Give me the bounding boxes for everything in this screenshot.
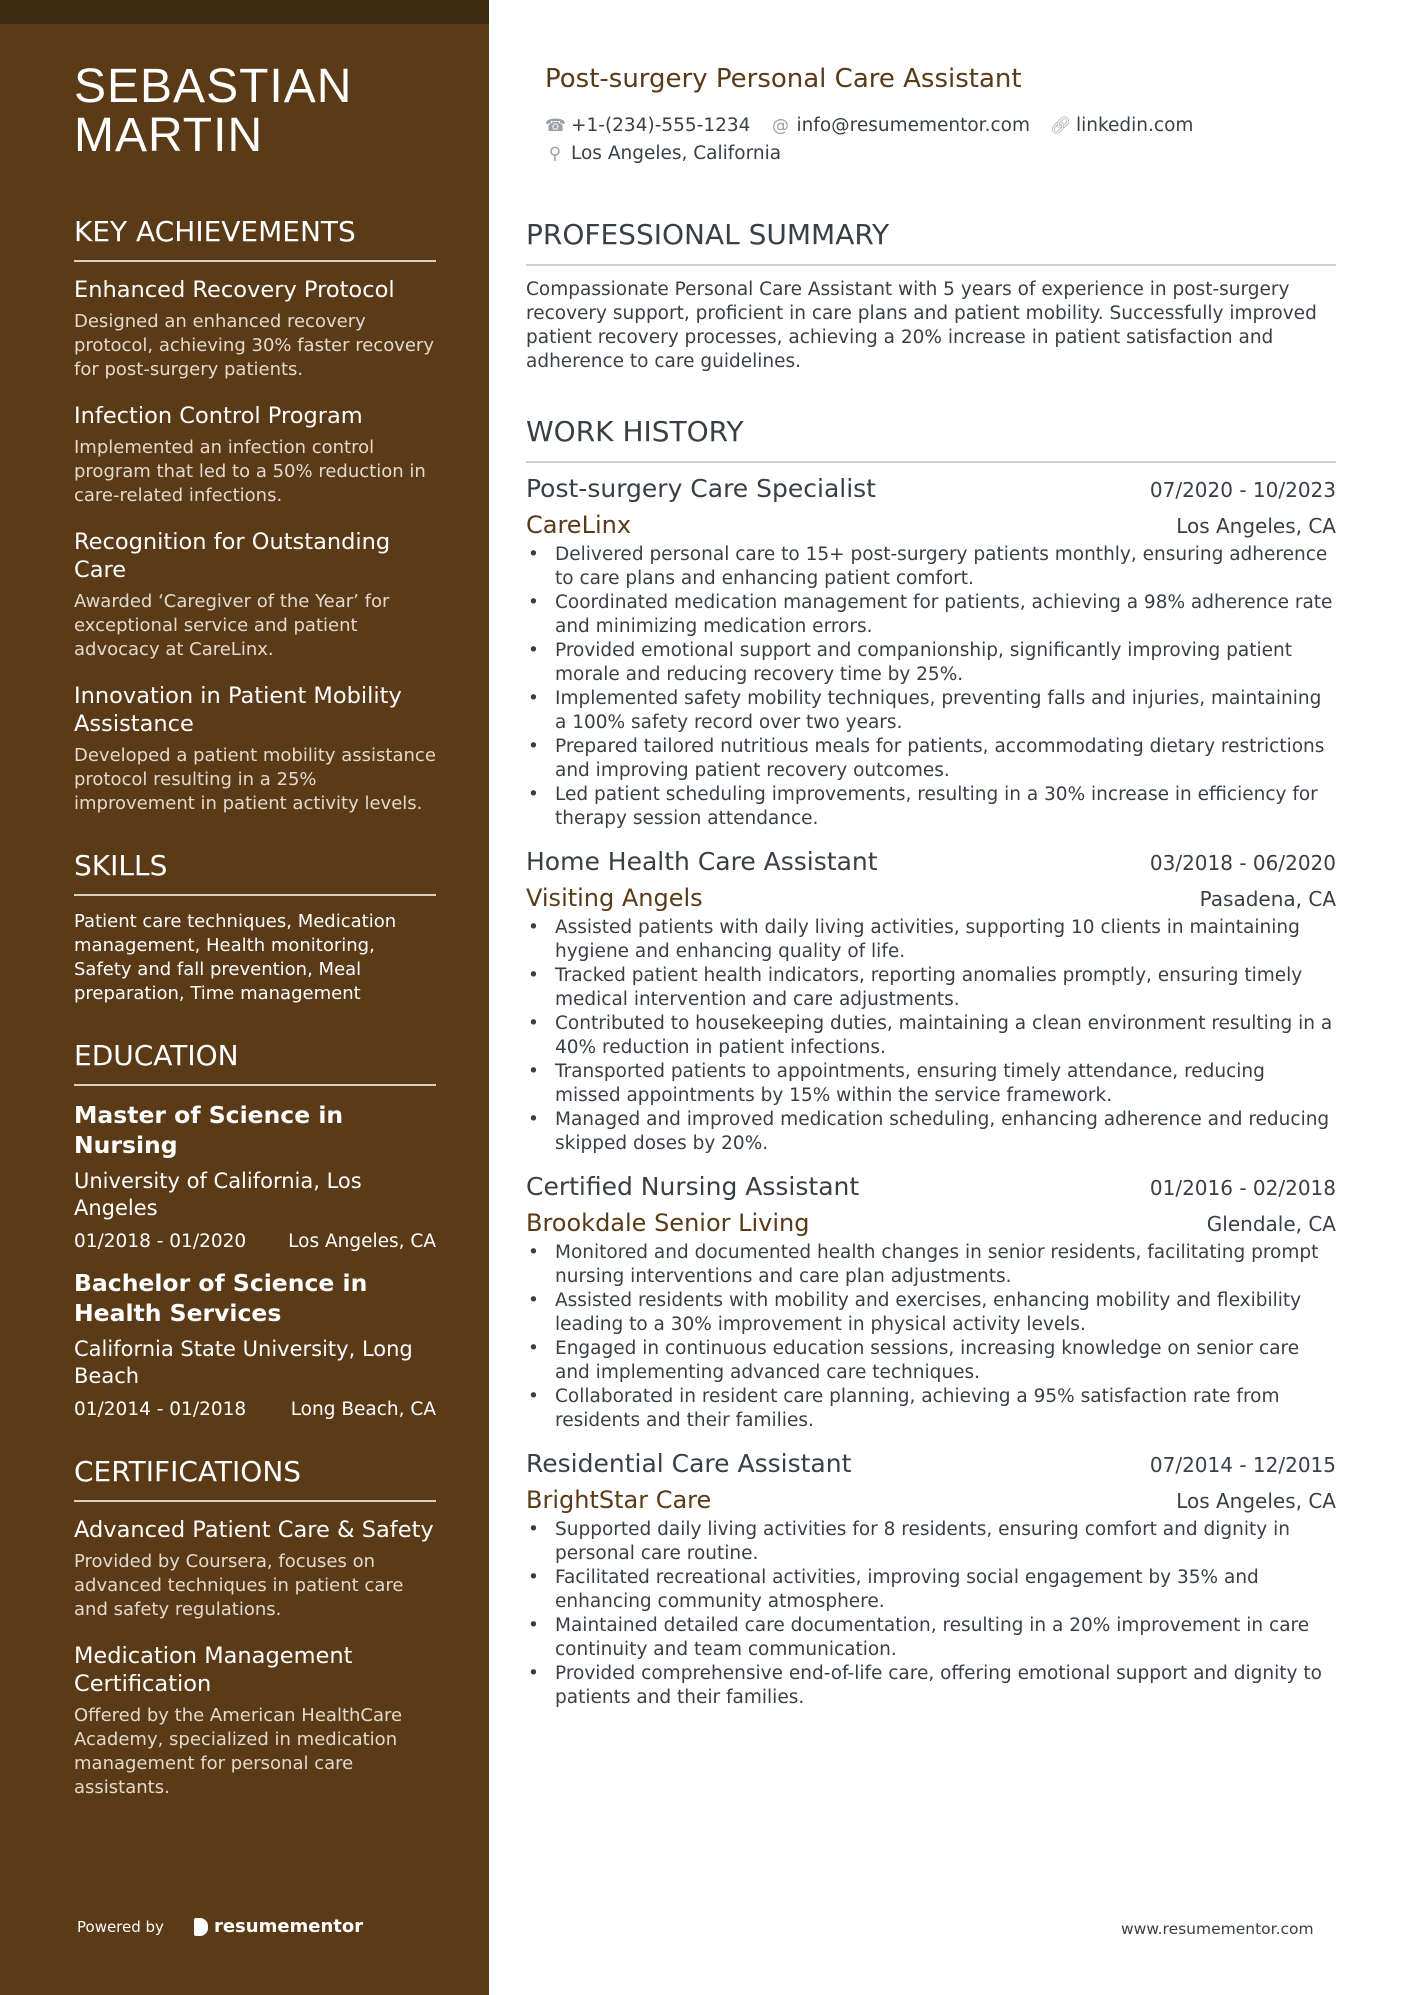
job-bullet: • Provided comprehensive end-of-life care, offering emotional support and dignity to patients and their families. xyxy=(526,1662,1336,1710)
education-degree: Bachelor of Science in Health Services xyxy=(74,1269,368,1327)
powered-by-label: Powered by xyxy=(77,1917,164,1936)
education-dates: 01/2018 - 01/2020 xyxy=(74,1231,247,1252)
job-bullet: • Transported patients to appointments, ensuring timely attendance, reducing missed appointments by 15% within the service framework. xyxy=(526,1060,1336,1108)
section-heading: SKILLS xyxy=(74,850,436,896)
certification-item xyxy=(74,1642,436,1800)
achievement-title: Infection Control Program xyxy=(74,403,363,429)
skills-section xyxy=(74,850,436,1006)
job-bullet: • Facilitated recreational activities, improving social engagement by 35% and enhancing community atmosphere. xyxy=(526,1566,1336,1614)
contact-location xyxy=(545,140,781,168)
job-bullet: • Contributed to housekeeping duties, maintaining a clean environment resulting in a 40% reduction in patient infections. xyxy=(526,1012,1336,1060)
job-dates: 07/2014 - 12/2015 xyxy=(1149,1453,1336,1477)
job-location: Los Angeles, CA xyxy=(1176,514,1336,538)
sidebar xyxy=(0,0,489,1995)
contact-email[interactable] xyxy=(770,112,1030,140)
job-location: Glendale, CA xyxy=(1206,1212,1336,1236)
sidebar-top-strip xyxy=(0,0,489,24)
achievement-item xyxy=(74,682,436,816)
skills-list: Patient care techniques, Medication management, Health monitoring, Safety and fall prevention, Meal preparation, Time management xyxy=(74,911,397,1004)
education-school: University of California, Los Angeles xyxy=(74,1169,362,1220)
education-school: California State University, Long Beach xyxy=(74,1337,413,1388)
job-company: Visiting Angels xyxy=(526,884,703,912)
location-text: Los Angeles, California xyxy=(571,143,782,164)
certification-title: Advanced Patient Care & Safety xyxy=(74,1517,434,1543)
at-sign-icon: @ xyxy=(771,116,789,136)
achievement-item xyxy=(74,528,436,662)
linkedin-text: linkedin.com xyxy=(1075,115,1194,136)
job-bullet: • Maintained detailed care documentation, resulting in a 20% improvement in care continuity and team communication. xyxy=(526,1614,1336,1662)
job-headline: Post-surgery Personal Care Assistant xyxy=(545,64,1022,94)
brand-logo[interactable] xyxy=(194,1916,363,1937)
achievement-item xyxy=(74,276,436,382)
job-entry xyxy=(526,1170,1336,1433)
job-bullet: • Implemented safety mobility techniques, preventing falls and injuries, maintaining a 100% safety record over two years. xyxy=(526,687,1336,735)
job-title: Residential Care Assistant xyxy=(526,1449,852,1478)
summary-heading: PROFESSIONAL SUMMARY xyxy=(526,218,1336,266)
job-bullet: • Managed and improved medication scheduling, enhancing adherence and reducing skipped doses by 20%. xyxy=(526,1108,1336,1156)
job-bullet: • Coordinated medication management for patients, achieving a 98% adherence rate and minimizing medication errors. xyxy=(526,591,1336,639)
achievement-title: Recognition for Outstanding Care xyxy=(74,529,391,583)
job-dates: 07/2020 - 10/2023 xyxy=(1149,478,1336,502)
job-bullet: • Collaborated in resident care planning, achieving a 95% satisfaction rate from residents and their families. xyxy=(526,1385,1336,1433)
key-achievements-section xyxy=(74,216,436,816)
job-entry xyxy=(526,845,1336,1156)
education-section xyxy=(74,1040,436,1422)
job-title: Home Health Care Assistant xyxy=(526,847,878,876)
achievement-item xyxy=(74,402,436,508)
job-bullet: • Tracked patient health indicators, reporting anomalies promptly, ensuring timely medical intervention and care adjustments. xyxy=(526,964,1336,1012)
job-bullets xyxy=(526,1241,1336,1433)
work-history-list xyxy=(526,472,1336,1724)
phone-text: +1-(234)-555-1234 xyxy=(571,115,751,136)
contact-linkedin[interactable] xyxy=(1050,112,1193,140)
job-company: CareLinx xyxy=(526,511,632,539)
job-company: BrightStar Care xyxy=(526,1486,712,1514)
certification-description: Provided by Coursera, focuses on advanced techniques in patient care and safety regulations. xyxy=(74,1551,404,1620)
footer-website-link[interactable]: www.resumementor.com xyxy=(1121,1920,1314,1938)
job-bullet: • Engaged in continuous education sessions, increasing knowledge on senior care and implementing advanced care techniques. xyxy=(526,1337,1336,1385)
job-bullet: • Led patient scheduling improvements, resulting in a 30% increase in efficiency for therapy session attendance. xyxy=(526,783,1336,831)
certifications-section xyxy=(74,1456,436,1800)
job-bullet: • Assisted patients with daily living activities, supporting 10 clients in maintaining hygiene and enhancing quality of life. xyxy=(526,916,1336,964)
education-item xyxy=(74,1268,436,1422)
education-item xyxy=(74,1100,436,1254)
job-title: Post-surgery Care Specialist xyxy=(526,474,876,503)
name-line-last: MARTIN xyxy=(74,109,264,162)
achievement-description: Designed an enhanced recovery protocol, achieving 30% faster recovery for post-surgery patients. xyxy=(74,311,434,380)
education-location: Los Angeles, CA xyxy=(288,1231,436,1252)
brand-name: resumementor xyxy=(213,1916,364,1937)
contact-phone[interactable] xyxy=(545,112,750,140)
job-entry xyxy=(526,472,1336,831)
job-bullets xyxy=(526,916,1336,1156)
email-text: info@resumementor.com xyxy=(796,115,1030,136)
certification-item xyxy=(74,1516,436,1622)
candidate-name xyxy=(74,62,436,160)
certification-title: Medication Management Certification xyxy=(74,1643,353,1697)
job-bullet: • Monitored and documented health changes in senior residents, facilitating prompt nursing interventions and care plan adjustments. xyxy=(526,1241,1336,1289)
job-dates: 01/2016 - 02/2018 xyxy=(1149,1176,1336,1200)
job-location: Los Angeles, CA xyxy=(1176,1489,1336,1513)
job-bullet: • Prepared tailored nutritious meals for patients, accommodating dietary restrictions and improving patient recovery outcomes. xyxy=(526,735,1336,783)
name-line-first: SEBASTIAN xyxy=(74,60,353,113)
brand-mark-icon xyxy=(194,1918,208,1936)
education-degree: Master of Science in Nursing xyxy=(74,1101,344,1159)
achievement-title: Enhanced Recovery Protocol xyxy=(74,277,395,303)
job-title: Certified Nursing Assistant xyxy=(526,1172,860,1201)
job-entry xyxy=(526,1447,1336,1710)
achievement-title: Innovation in Patient Mobility Assistance xyxy=(74,683,402,737)
achievement-description: Implemented an infection control program that led to a 50% reduction in care-related infections. xyxy=(74,437,426,506)
job-bullets xyxy=(526,543,1336,831)
achievement-description: Developed a patient mobility assistance protocol resulting in a 25% improvement in patient activity levels. xyxy=(74,745,436,814)
education-dates: 01/2014 - 01/2018 xyxy=(74,1399,247,1420)
job-bullet: • Provided emotional support and companionship, significantly improving patient morale and reducing recovery time by 25%. xyxy=(526,639,1336,687)
powered-by xyxy=(77,1916,363,1937)
section-heading: KEY ACHIEVEMENTS xyxy=(74,216,436,262)
work-history-heading: WORK HISTORY xyxy=(526,415,1336,463)
achievement-description: Awarded ‘Caregiver of the Year’ for exceptional service and patient advocacy at CareLinx. xyxy=(74,591,390,660)
summary-text: Compassionate Personal Care Assistant with 5 years of experience in post-surgery recovery support, proficient in care plans and patient mobility. Successfully improved patient recovery processes, achieving a 20% increase in patient satisfaction and adherence to care guidelines. xyxy=(526,279,1317,372)
link-icon: 🔗︎ xyxy=(1049,116,1072,136)
job-bullets xyxy=(526,1518,1336,1710)
education-location: Long Beach, CA xyxy=(290,1399,436,1420)
job-company: Brookdale Senior Living xyxy=(526,1209,810,1237)
contact-info xyxy=(545,112,1325,168)
job-bullet: • Delivered personal care to 15+ post-surgery patients monthly, ensuring adherence to care plans and enhancing patient comfort. xyxy=(526,543,1336,591)
job-dates: 03/2018 - 06/2020 xyxy=(1149,851,1336,875)
job-location: Pasadena, CA xyxy=(1199,887,1336,911)
certification-description: Offered by the American HealthCare Academy, specialized in medication management for personal care assistants. xyxy=(74,1705,403,1798)
section-heading: CERTIFICATIONS xyxy=(74,1456,436,1502)
job-bullet: • Supported daily living activities for 8 residents, ensuring comfort and dignity in personal care routine. xyxy=(526,1518,1336,1566)
section-heading: EDUCATION xyxy=(74,1040,436,1086)
job-bullet: • Assisted residents with mobility and exercises, enhancing mobility and flexibility leading to a 30% improvement in physical activity levels. xyxy=(526,1289,1336,1337)
location-pin-icon: ⚲ xyxy=(548,144,562,164)
phone-icon: ☎ xyxy=(545,116,567,136)
